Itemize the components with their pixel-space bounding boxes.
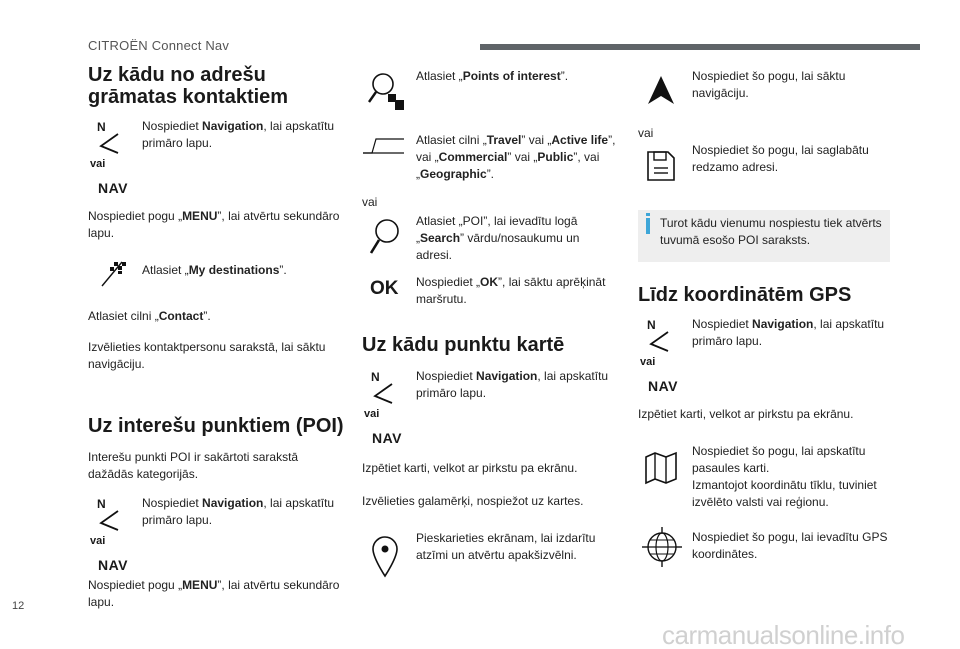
navigation-icon: N vai NAV [90,497,129,573]
info-icon [646,213,650,216]
explore-map-paragraph: Izpētiet karti, velkot ar pirkstu pa ekrānu. [362,461,578,475]
menu-paragraph-2: Nospiediet pogu „MENU”, lai atvērtu sekundāro lapu. [88,578,340,609]
tabs-icon [362,136,406,156]
nav-step-map [362,368,618,444]
navigation-arrow-icon [646,74,676,108]
column-1 [88,64,348,611]
header-bar [480,44,920,50]
search-step [362,213,618,264]
save-disk-icon [646,150,676,182]
map-pin-icon [370,534,400,578]
info-note-text: Turot kādu vienumu nospiestu tiek atvērts tuvumā esošo POI saraksts. [660,216,882,247]
globe-icon [642,527,682,567]
ok-icon: OK [370,278,399,299]
nav-step-text: Nospiediet Navigation, lai apskatītu primāro lapu. [142,119,335,150]
choose-contact-paragraph: Izvēlieties kontaktpersonu sarakstā, lai sāktu navigāciju. [88,340,326,371]
poi-paragraph: Interešu punkti POI ir sakārtoti sarakstā dažādās kategorijās. [88,450,299,481]
header-title: CITROËN Connect Nav [88,38,230,53]
ok-step-text: Nospiediet „OK”, lai sāktu aprēķināt maršrutu. [416,275,606,306]
gps-coords-step-text: Nospiediet šo pogu, lai ievadītu GPS koordinātes. [692,530,888,561]
navigation-icon: N vai NAV [364,370,403,446]
explore-map-paragraph-gps: Izpētiet karti, velkot ar pirkstu pa ekrānu. [638,407,854,421]
choose-destination-paragraph: Izvēlieties galamērķi, nospiežot uz kartes. [362,494,584,508]
start-nav-step-text: Nospiediet šo pogu, lai sāktu navigāciju. [692,69,846,100]
save-step [638,142,894,182]
ok-step [362,274,618,308]
nav-step-gps-text: Nospiediet Navigation, lai apskatītu primāro lapu. [692,317,885,348]
poi-step-text: Atlasiet „Points of interest”. [416,69,569,83]
pin-step-text: Pieskarieties ekrānam, lai izdarītu atzīmi un atvērtu apakšizvēlni. [416,531,596,562]
tabs-step-text: Atlasiet cilni „Travel” vai „Active life”, vai „Commercial” vai „Public”, vai „Geographic”. [416,133,616,181]
world-map-step-text: Nospiediet šo pogu, lai apskatītu pasaules karti. Izmantojot koordinātu tīklu, tuviniet izvēlēto valsti vai reģionu. [692,444,877,509]
section-heading-contacts: Uz kādu no adrešu grāmatas kontaktiem [88,64,289,108]
column-3-lower [638,284,894,567]
world-map-step [638,443,894,511]
destinations-step-text: Atlasiet „My destinations”. [142,263,287,277]
section-heading-poi: Uz interešu punktiem (POI) [88,415,344,437]
save-step-text: Nospiediet šo pogu, lai saglabātu redzamo adresi. [692,143,869,174]
section-heading-gps: Līdz koordinātēm GPS [638,284,852,306]
navigation-icon: N vai NAV [90,120,129,196]
or-label: vai [362,195,378,209]
checkered-flag-icon [98,258,128,288]
watermark: carmanualsonline.info [662,620,905,649]
nav-step-gps [638,316,894,392]
nav-step-map-text: Nospiediet Navigation, lai apskatītu primāro lapu. [416,369,609,400]
search-step-text: Atlasiet „POI”, lai ievadītu logā „Search” vārdu/nosaukumu un adresi. [416,214,580,262]
section-heading-map: Uz kādu punktu kartē [362,334,565,356]
page-number: 12 [12,600,25,612]
nav-step-2 [88,495,348,571]
start-nav-step [638,64,894,108]
navigation-icon: N vai NAV [640,318,679,394]
world-map-icon [644,451,678,485]
nav-step-2-text: Nospiediet Navigation, lai apskatītu primāro lapu. [142,496,335,527]
gps-coords-step [638,525,894,567]
magnifier-icon [368,217,402,257]
poi-step [362,64,618,114]
nav-step [88,118,348,194]
destinations-step [88,258,348,288]
pin-step [362,530,618,578]
contact-paragraph: Atlasiet cilni „Contact”. [88,309,211,323]
search-poi-icon [366,70,406,114]
menu-paragraph: Nospiediet pogu „MENU”, lai atvērtu sekundāro lapu. [88,209,340,240]
info-note [638,210,890,262]
column-3 [638,64,894,182]
or-label: vai [638,126,654,140]
column-2 [362,64,618,578]
tabs-step [362,132,618,183]
